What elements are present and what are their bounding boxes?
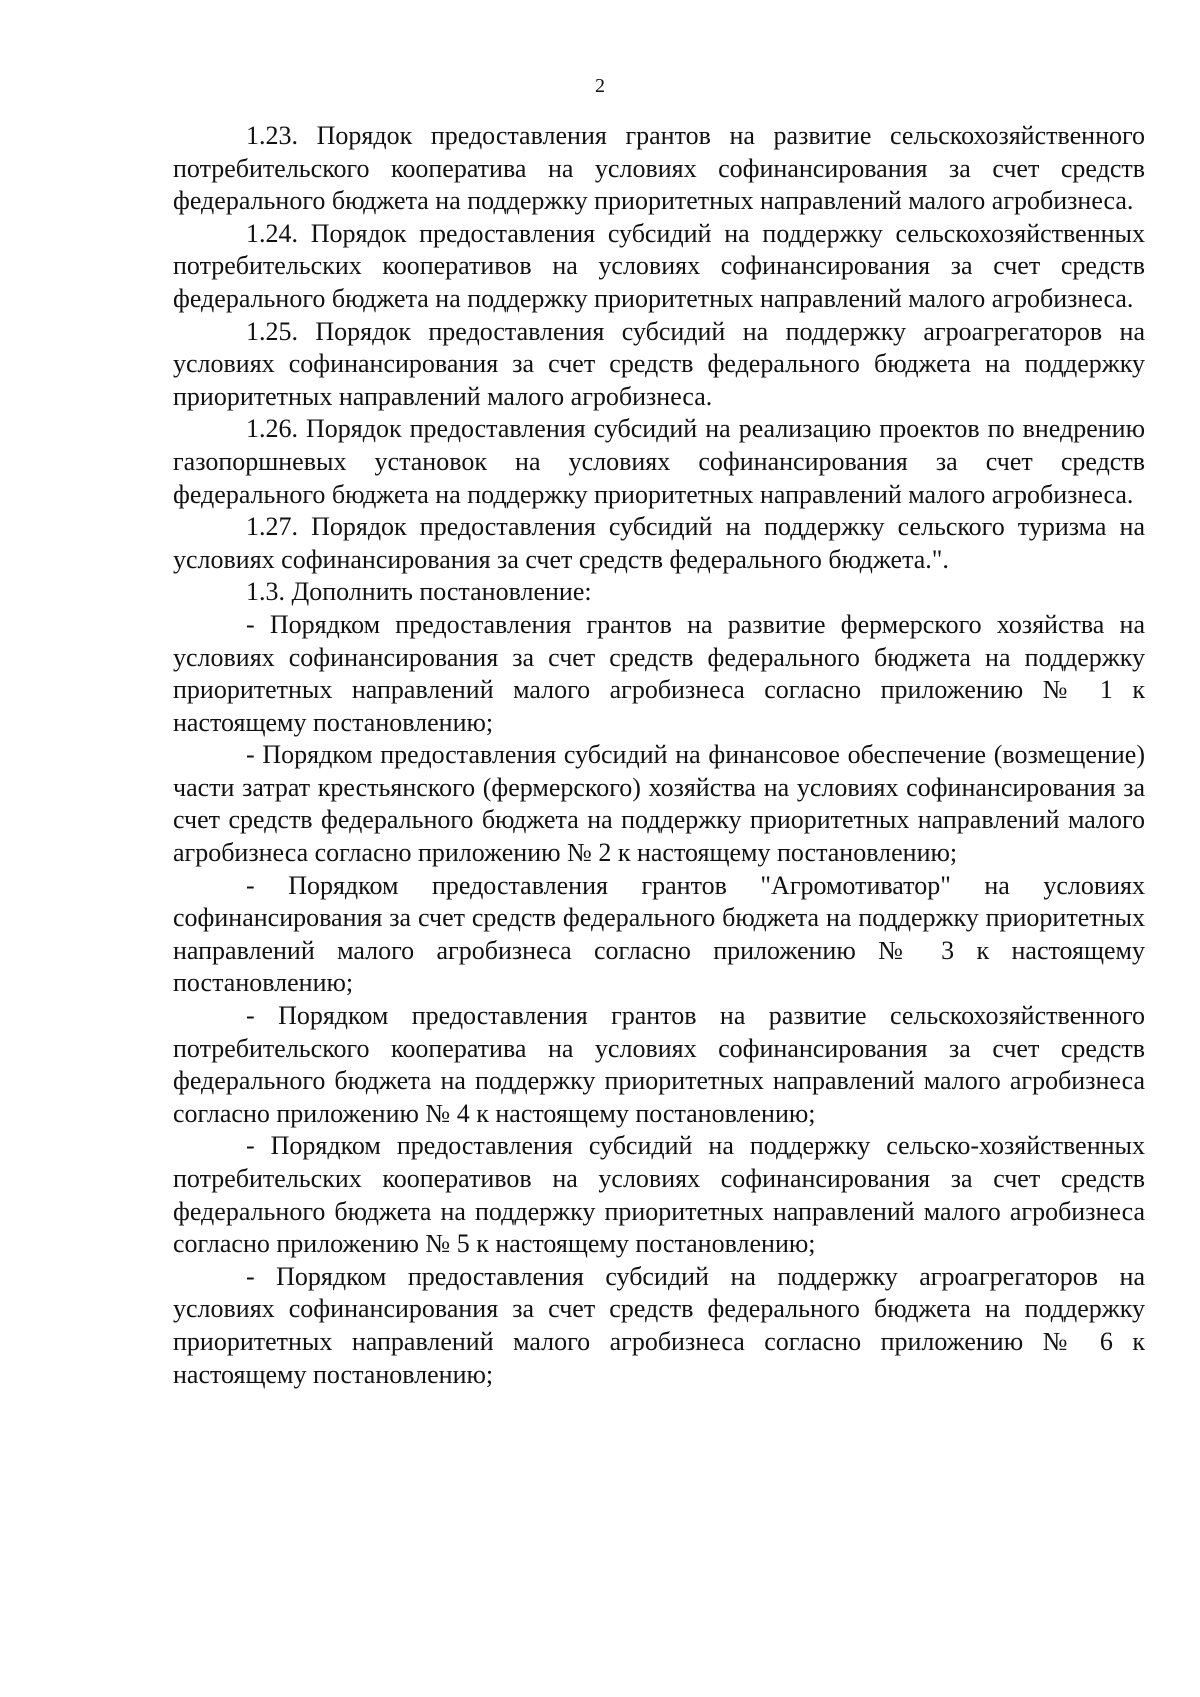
paragraph-1-25: 1.25. Порядок предоставления субсидий на поддержку агроагрегаторов на условиях софинансирования за счет средств федерального бюджета на поддержку приоритетных направлений малого агробизнеса. xyxy=(173,316,1145,411)
paragraph-1-26: 1.26. Порядок предоставления субсидий на реализацию проектов по внедрению газопоршневых установок на условиях софинансирования за счет средств федерального бюджета на поддержку приоритетных направлений малого агробизнеса. xyxy=(173,414,1145,509)
paragraph-1-27: 1.27. Порядок предоставления субсидий на поддержку сельского туризма на условиях софинансирования за счет средств федерального бюджета.". xyxy=(173,512,1145,574)
document-body xyxy=(173,120,1145,1391)
paragraph-1-23: 1.23. Порядок предоставления грантов на развитие сельскохозяйственного потребительского кооператива на условиях софинансирования за счет средств федерального бюджета на поддержку приоритетных направлений малого агробизнеса. xyxy=(173,121,1145,216)
list-item-appendix-2: - Порядком предоставления субсидий на финансовое обеспечение (возмещение) части затрат крестьянского (фермерского) хозяйства на условиях софинансирования за счет средств федерального бюджета на поддержку приоритетных направлений малого агробизнеса согласно приложению № 2 к настоящему постановлению; xyxy=(173,740,1145,868)
list-item-appendix-5: - Порядком предоставления субсидий на поддержку сельско-хозяйственных потребительских кооперативов на условиях софинансирования за счет средств федерального бюджета на поддержку приоритетных направлений малого агробизнеса согласно приложению № 5 к настоящему постановлению; xyxy=(173,1131,1145,1259)
page-number: 2 xyxy=(595,75,605,97)
list-item-appendix-1: - Порядком предоставления грантов на развитие фермерского хозяйства на условиях софинансирования за счет средств федерального бюджета на поддержку приоритетных направлений малого агробизнеса согласно приложению № 1 к настоящему постановлению; xyxy=(173,609,1145,737)
paragraph-1-3: 1.3. Дополнить постановление: xyxy=(246,577,592,607)
list-item-appendix-3: - Порядком предоставления грантов "Агромотиватор" на условиях софинансирования за счет средств федерального бюджета на поддержку приоритетных направлений малого агробизнеса согласно приложению № 3 к настоящему постановлению; xyxy=(173,870,1145,998)
paragraph-1-24: 1.24. Порядок предоставления субсидий на поддержку сельскохозяйственных потребительских кооперативов на условиях софинансирования за счет средств федерального бюджета на поддержку приоритетных направлений малого агробизнеса. xyxy=(173,218,1145,313)
list-item-appendix-4: - Порядком предоставления грантов на развитие сельскохозяйственного потребительского кооператива на условиях софинансирования за счет средств федерального бюджета на поддержку приоритетных направлений малого агробизнеса согласно приложению № 4 к настоящему постановлению; xyxy=(173,1001,1145,1128)
list-item-appendix-6: - Порядком предоставления субсидий на поддержку агроагрегаторов на условиях софинансирования за счет средств федерального бюджета на поддержку приоритетных направлений малого агробизнеса согласно приложению № 6 к настоящему постановлению; xyxy=(173,1261,1145,1389)
